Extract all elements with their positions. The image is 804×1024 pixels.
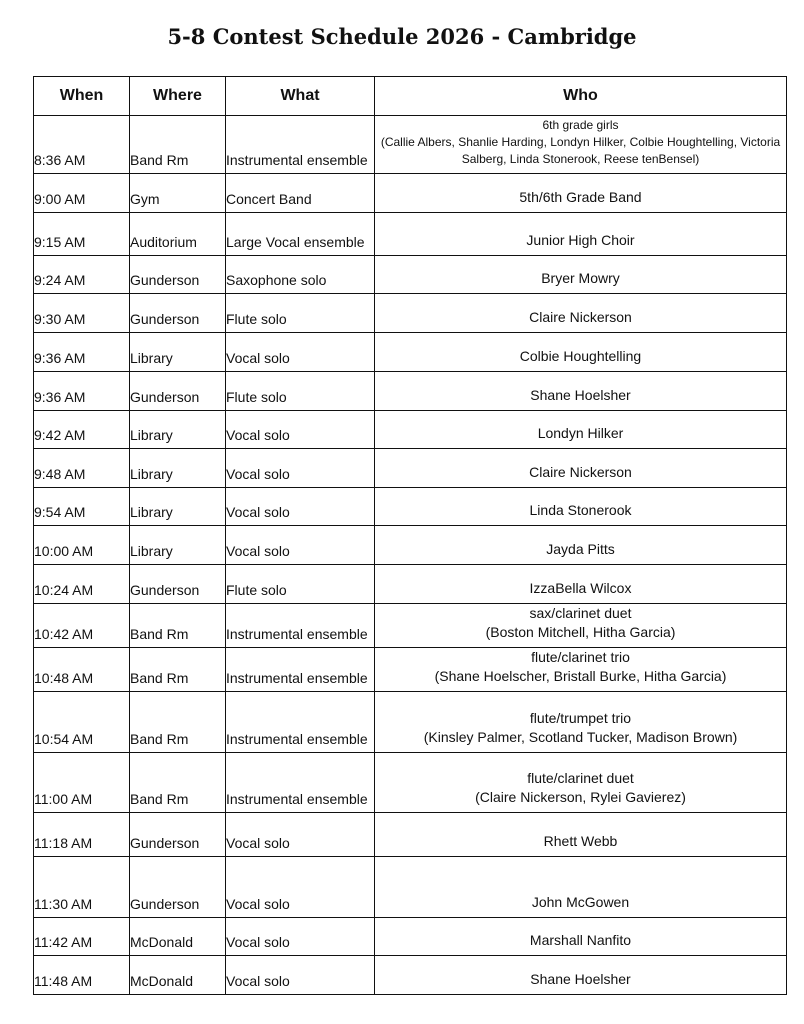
cell-when: 9:36 AM [34,333,130,372]
table-row [34,857,787,918]
cell-when: 11:30 AM [34,857,130,918]
cell-what: Instrumental ensemble [226,753,375,813]
schedule-body [34,116,787,995]
ensemble-members: (Kinsley Palmer, Scotland Tucker, Madison Brown) [423,729,738,745]
cell-what: Instrumental ensemble [226,604,375,648]
cell-what: Vocal solo [226,411,375,449]
cell-when: 10:54 AM [34,692,130,753]
cell-where: Band Rm [130,116,226,174]
cell-who [375,333,787,372]
performer-name: flute/clarinet trio [531,649,630,665]
cell-where: McDonald [130,918,226,956]
table-row [34,213,787,256]
cell-where: Library [130,488,226,526]
cell-when: 11:48 AM [34,956,130,995]
cell-what: Flute solo [226,372,375,411]
cell-what: Large Vocal ensemble [226,213,375,256]
ensemble-members: (Boston Mitchell, Hitha Garcia) [485,624,676,640]
cell-where: Library [130,449,226,488]
header-where: Where [130,77,226,116]
cell-who [375,294,787,333]
cell-who [375,813,787,857]
cell-when: 11:42 AM [34,918,130,956]
performer-name: Marshall Nanfito [529,932,632,948]
cell-when: 10:48 AM [34,648,130,692]
table-row [34,488,787,526]
performer-name: 5th/6th Grade Band [519,189,642,205]
cell-where: Gunderson [130,294,226,333]
cell-who [375,213,787,256]
cell-where: Gunderson [130,565,226,604]
cell-where: Gunderson [130,372,226,411]
cell-who [375,857,787,918]
table-row [34,449,787,488]
cell-who [375,692,787,753]
cell-where: Library [130,526,226,565]
table-row [34,753,787,813]
ensemble-members: (Shane Hoelscher, Bristall Burke, Hitha Garcia) [434,668,727,684]
cell-who [375,449,787,488]
table-row [34,648,787,692]
cell-when: 9:48 AM [34,449,130,488]
table-row [34,526,787,565]
schedule-table [33,76,787,995]
cell-what: Vocal solo [226,857,375,918]
table-row [34,116,787,174]
table-row [34,813,787,857]
cell-what: Vocal solo [226,333,375,372]
cell-what: Saxophone solo [226,256,375,294]
header-when: When [34,77,130,116]
performer-name: Londyn Hilker [537,425,624,441]
page-title: 5-8 Contest Schedule 2026 - Cambridge [167,24,637,49]
performer-name: Shane Hoelsher [530,387,631,403]
cell-when: 9:30 AM [34,294,130,333]
cell-what: Instrumental ensemble [226,692,375,753]
table-row [34,692,787,753]
performer-name: Claire Nickerson [529,309,632,325]
table-row [34,411,787,449]
performer-name: Colbie Houghtelling [519,348,642,364]
performer-name: John McGowen [531,894,630,910]
header-who: Who [375,77,787,116]
cell-when: 10:24 AM [34,565,130,604]
table-row [34,256,787,294]
cell-where: Band Rm [130,753,226,813]
table-row [34,565,787,604]
cell-where: Band Rm [130,692,226,753]
cell-who [375,116,787,174]
cell-when: 8:36 AM [34,116,130,174]
header-row [34,77,787,116]
cell-what: Instrumental ensemble [226,116,375,174]
cell-when: 11:00 AM [34,753,130,813]
cell-who [375,256,787,294]
performer-name: flute/trumpet trio [529,710,632,726]
cell-when: 9:54 AM [34,488,130,526]
table-row [34,918,787,956]
performer-name: sax/clarinet duet [529,605,632,621]
cell-when: 9:15 AM [34,213,130,256]
header-what: What [226,77,375,116]
cell-who [375,411,787,449]
cell-who [375,488,787,526]
cell-where: Gunderson [130,256,226,294]
cell-where: Band Rm [130,604,226,648]
cell-what: Vocal solo [226,488,375,526]
performer-name: flute/clarinet duet [527,770,634,786]
cell-what: Concert Band [226,174,375,213]
cell-when: 9:42 AM [34,411,130,449]
performer-name: 6th grade girls [542,118,619,132]
ensemble-members: (Callie Albers, Shanlie Harding, Londyn Hilker, Colbie Houghtelling, Victoria Salberg, Linda Stonerook, Reese tenBensel) [380,135,781,166]
cell-when: 11:18 AM [34,813,130,857]
performer-name: Junior High Choir [526,232,635,248]
cell-who [375,565,787,604]
cell-where: Library [130,333,226,372]
cell-who [375,174,787,213]
table-row [34,604,787,648]
cell-who [375,918,787,956]
cell-when: 10:00 AM [34,526,130,565]
performer-name: Rhett Webb [543,833,618,849]
cell-who [375,604,787,648]
cell-what: Vocal solo [226,956,375,995]
table-row [34,372,787,411]
performer-name: Bryer Mowry [541,270,620,286]
performer-name: IzzaBella Wilcox [529,580,632,596]
table-row [34,956,787,995]
performer-name: Linda Stonerook [529,502,632,518]
cell-where: Gunderson [130,813,226,857]
cell-who [375,956,787,995]
cell-who [375,372,787,411]
cell-what: Vocal solo [226,449,375,488]
cell-what: Flute solo [226,565,375,604]
cell-when: 9:00 AM [34,174,130,213]
performer-name: Jayda Pitts [546,541,615,557]
cell-where: Gunderson [130,857,226,918]
cell-who [375,526,787,565]
performer-name: Claire Nickerson [529,464,632,480]
cell-where: McDonald [130,956,226,995]
cell-what: Instrumental ensemble [226,648,375,692]
cell-when: 9:24 AM [34,256,130,294]
cell-where: Auditorium [130,213,226,256]
cell-where: Gym [130,174,226,213]
cell-who [375,648,787,692]
cell-what: Flute solo [226,294,375,333]
table-row [34,294,787,333]
table-row [34,333,787,372]
cell-what: Vocal solo [226,813,375,857]
cell-who [375,753,787,813]
table-row [34,174,787,213]
cell-what: Vocal solo [226,526,375,565]
cell-when: 10:42 AM [34,604,130,648]
performer-name: Shane Hoelsher [530,971,631,987]
ensemble-members: (Claire Nickerson, Rylei Gavierez) [475,789,686,805]
cell-where: Band Rm [130,648,226,692]
cell-what: Vocal solo [226,918,375,956]
cell-when: 9:36 AM [34,372,130,411]
cell-where: Library [130,411,226,449]
